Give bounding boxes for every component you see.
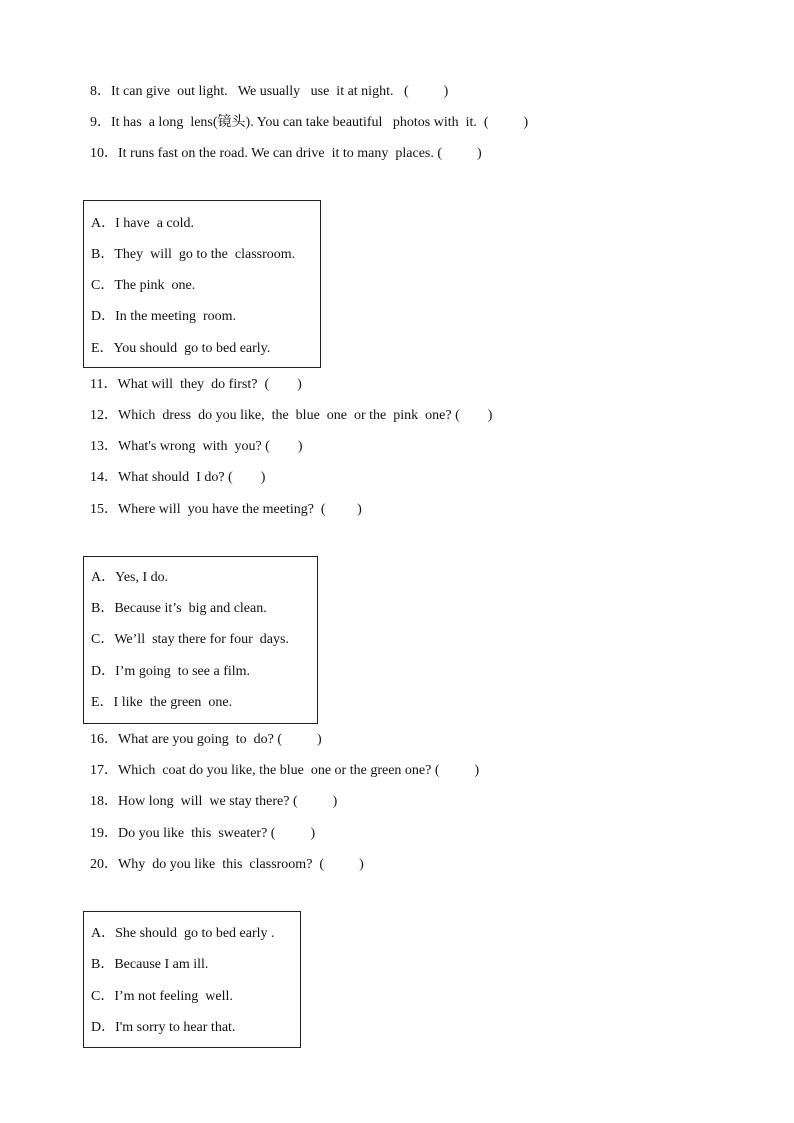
option-b: B．Because I am ill. — [91, 957, 209, 972]
option-e: E．I like the green one. — [91, 695, 233, 710]
option-d: D．I’m going to see a film. — [91, 664, 251, 679]
option-a: A．I have a cold. — [91, 216, 195, 231]
option-c: C．I’m not feeling well. — [91, 989, 233, 1004]
question-9: 9．It has a long lens(镜头). You can take beautiful photos with it. ( ) — [90, 115, 529, 130]
option-d: D．In the meeting room. — [91, 309, 237, 324]
question-18: 18．How long will we stay there? ( ) — [90, 794, 338, 809]
question-8: 8．It can give out light. We usually use it at night. ( ) — [90, 84, 449, 99]
question-16: 16．What are you going to do? ( ) — [90, 732, 322, 747]
option-b: B．They will go to the classroom. — [91, 247, 296, 262]
option-e: E．You should go to bed early. — [91, 341, 271, 356]
option-a: A．Yes, I do. — [91, 570, 169, 585]
option-c: C．We’ll stay there for four days. — [91, 632, 289, 647]
question-13: 13．What's wrong with you? ( ) — [90, 439, 303, 454]
question-11: 11．What will they do first? ( ) — [90, 377, 302, 392]
question-19: 19．Do you like this sweater? ( ) — [90, 826, 316, 841]
option-c: C．The pink one. — [91, 278, 196, 293]
option-a: A．She should go to bed early . — [91, 926, 275, 941]
options-box-3 — [83, 911, 301, 1048]
option-b: B．Because it’s big and clean. — [91, 601, 267, 616]
option-d: D．I'm sorry to hear that. — [91, 1020, 236, 1035]
question-17: 17．Which coat do you like, the blue one or the green one? ( ) — [90, 763, 480, 778]
question-15: 15．Where will you have the meeting? ( ) — [90, 502, 362, 517]
options-box-2 — [83, 556, 318, 724]
question-12: 12．Which dress do you like, the blue one or the pink one? ( ) — [90, 408, 493, 423]
question-10: 10．It runs fast on the road. We can drive it to many places. ( ) — [90, 146, 482, 161]
question-20: 20．Why do you like this classroom? ( ) — [90, 857, 364, 872]
question-14: 14．What should I do? ( ) — [90, 470, 266, 485]
options-box-1 — [83, 200, 321, 368]
